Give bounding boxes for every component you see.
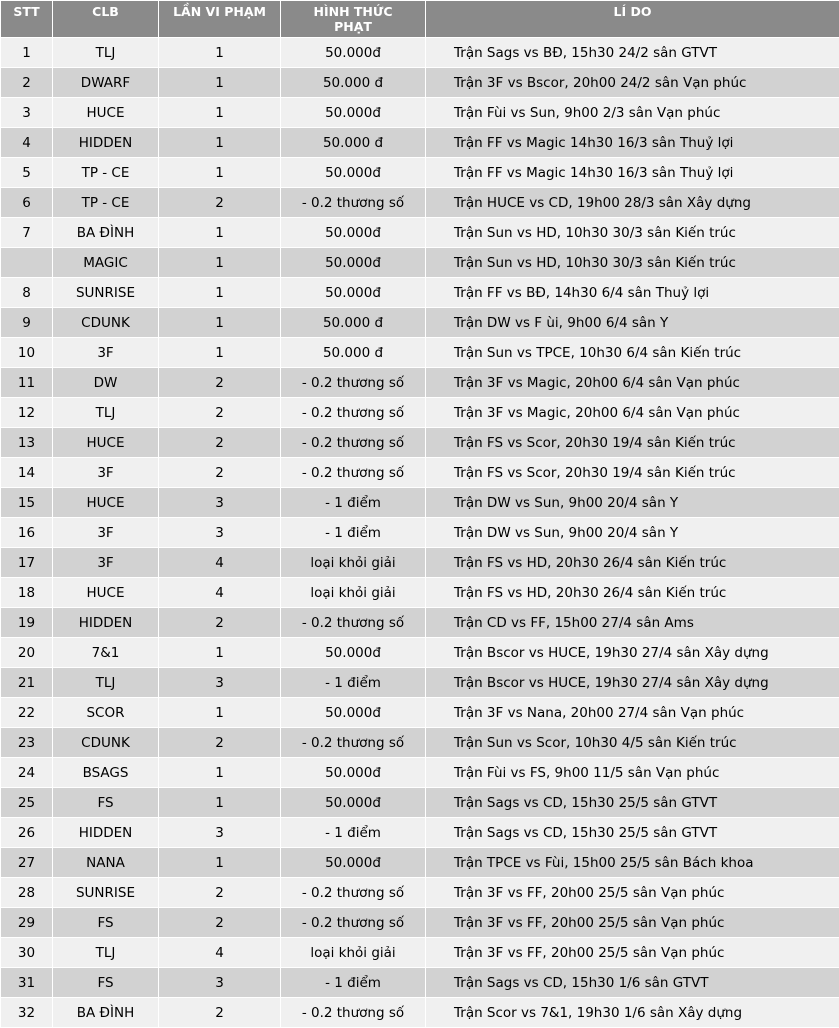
header-li-do-label: LÍ DO xyxy=(426,1,839,19)
cell-li-do: Trận 3F vs FF, 20h00 25/5 sân Vạn phúc xyxy=(426,938,839,968)
cell-li-do: Trận Sun vs TPCE, 10h30 6/4 sân Kiến trúc xyxy=(426,338,839,368)
cell-li-do: Trận 3F vs FF, 20h00 25/5 sân Vạn phúc xyxy=(426,908,839,938)
table-header xyxy=(1,1,839,38)
cell-stt: 27 xyxy=(1,848,53,878)
table-row xyxy=(1,38,839,68)
table-row xyxy=(1,488,839,518)
cell-stt xyxy=(1,248,53,278)
cell-clb: MAGIC xyxy=(53,248,159,278)
cell-lan-vi-pham: 1 xyxy=(159,638,281,668)
cell-stt: 16 xyxy=(1,518,53,548)
cell-stt: 30 xyxy=(1,938,53,968)
cell-stt: 7 xyxy=(1,218,53,248)
cell-stt: 25 xyxy=(1,788,53,818)
header-clb-label: CLB xyxy=(53,1,158,19)
cell-stt: 26 xyxy=(1,818,53,848)
cell-li-do: Trận FF vs BĐ, 14h30 6/4 sân Thuỷ lợi xyxy=(426,278,839,308)
cell-hinh-thuc-phat: - 0.2 thương số xyxy=(281,998,426,1028)
cell-hinh-thuc-phat: 50.000 đ xyxy=(281,308,426,338)
cell-lan-vi-pham: 2 xyxy=(159,608,281,638)
cell-li-do: Trận Fùi vs FS, 9h00 11/5 sân Vạn phúc xyxy=(426,758,839,788)
cell-clb: HIDDEN xyxy=(53,608,159,638)
cell-stt: 13 xyxy=(1,428,53,458)
cell-hinh-thuc-phat: - 1 điểm xyxy=(281,968,426,998)
cell-hinh-thuc-phat: 50.000đ xyxy=(281,638,426,668)
cell-lan-vi-pham: 3 xyxy=(159,488,281,518)
table-row xyxy=(1,908,839,938)
cell-clb: 7&1 xyxy=(53,638,159,668)
cell-clb: BA ĐÌNH xyxy=(53,218,159,248)
cell-hinh-thuc-phat: - 0.2 thương số xyxy=(281,608,426,638)
cell-stt: 14 xyxy=(1,458,53,488)
table-row xyxy=(1,608,839,638)
table-row xyxy=(1,518,839,548)
cell-stt: 19 xyxy=(1,608,53,638)
cell-hinh-thuc-phat: - 0.2 thương số xyxy=(281,188,426,218)
cell-hinh-thuc-phat: - 0.2 thương số xyxy=(281,728,426,758)
cell-stt: 31 xyxy=(1,968,53,998)
cell-lan-vi-pham: 1 xyxy=(159,698,281,728)
table-row xyxy=(1,128,839,158)
cell-stt: 4 xyxy=(1,128,53,158)
table-row xyxy=(1,98,839,128)
table-row xyxy=(1,428,839,458)
table-row xyxy=(1,398,839,428)
cell-clb: DW xyxy=(53,368,159,398)
cell-clb: SCOR xyxy=(53,698,159,728)
cell-li-do: Trận HUCE vs CD, 19h00 28/3 sân Xây dựng xyxy=(426,188,839,218)
cell-lan-vi-pham: 2 xyxy=(159,998,281,1028)
cell-lan-vi-pham: 4 xyxy=(159,578,281,608)
cell-li-do: Trận Sags vs CD, 15h30 25/5 sân GTVT xyxy=(426,788,839,818)
cell-li-do: Trận Bscor vs HUCE, 19h30 27/4 sân Xây dựng xyxy=(426,668,839,698)
cell-stt: 20 xyxy=(1,638,53,668)
cell-stt: 24 xyxy=(1,758,53,788)
cell-lan-vi-pham: 1 xyxy=(159,338,281,368)
cell-clb: 3F xyxy=(53,548,159,578)
table-body xyxy=(1,38,839,1028)
cell-li-do: Trận Scor vs 7&1, 19h30 1/6 sân Xây dựng xyxy=(426,998,839,1028)
cell-stt: 32 xyxy=(1,998,53,1028)
cell-li-do: Trận Sun vs HD, 10h30 30/3 sân Kiến trúc xyxy=(426,248,839,278)
cell-lan-vi-pham: 2 xyxy=(159,878,281,908)
header-row xyxy=(1,1,839,38)
cell-stt: 21 xyxy=(1,668,53,698)
cell-lan-vi-pham: 2 xyxy=(159,428,281,458)
cell-clb: TP - CE xyxy=(53,188,159,218)
cell-clb: TLJ xyxy=(53,668,159,698)
cell-li-do: Trận CD vs FF, 15h00 27/4 sân Ams xyxy=(426,608,839,638)
cell-lan-vi-pham: 1 xyxy=(159,38,281,68)
cell-stt: 3 xyxy=(1,98,53,128)
cell-clb: DWARF xyxy=(53,68,159,98)
cell-clb: HUCE xyxy=(53,98,159,128)
cell-stt: 10 xyxy=(1,338,53,368)
cell-stt: 17 xyxy=(1,548,53,578)
cell-clb: NANA xyxy=(53,848,159,878)
header-stt xyxy=(1,1,53,38)
header-stt-label: STT xyxy=(1,1,52,19)
table-row xyxy=(1,998,839,1028)
cell-li-do: Trận 3F vs Bscor, 20h00 24/2 sân Vạn phúc xyxy=(426,68,839,98)
cell-li-do: Trận DW vs Sun, 9h00 20/4 sân Y xyxy=(426,488,839,518)
table-row xyxy=(1,158,839,188)
cell-lan-vi-pham: 1 xyxy=(159,98,281,128)
cell-clb: 3F xyxy=(53,458,159,488)
cell-hinh-thuc-phat: 50.000đ xyxy=(281,278,426,308)
cell-li-do: Trận 3F vs Magic, 20h00 6/4 sân Vạn phúc xyxy=(426,398,839,428)
cell-hinh-thuc-phat: 50.000đ xyxy=(281,848,426,878)
cell-li-do: Trận 3F vs Magic, 20h00 6/4 sân Vạn phúc xyxy=(426,368,839,398)
cell-li-do: Trận FF vs Magic 14h30 16/3 sân Thuỷ lợi xyxy=(426,128,839,158)
cell-clb: TLJ xyxy=(53,938,159,968)
cell-lan-vi-pham: 2 xyxy=(159,398,281,428)
cell-lan-vi-pham: 3 xyxy=(159,668,281,698)
cell-clb: HUCE xyxy=(53,488,159,518)
cell-lan-vi-pham: 1 xyxy=(159,158,281,188)
cell-li-do: Trận Sags vs CD, 15h30 1/6 sân GTVT xyxy=(426,968,839,998)
table-row xyxy=(1,68,839,98)
table-row xyxy=(1,368,839,398)
cell-stt: 23 xyxy=(1,728,53,758)
cell-hinh-thuc-phat: 50.000đ xyxy=(281,248,426,278)
cell-stt: 11 xyxy=(1,368,53,398)
cell-li-do: Trận Sags vs CD, 15h30 25/5 sân GTVT xyxy=(426,818,839,848)
cell-stt: 6 xyxy=(1,188,53,218)
cell-hinh-thuc-phat: 50.000đ xyxy=(281,218,426,248)
cell-lan-vi-pham: 3 xyxy=(159,818,281,848)
cell-hinh-thuc-phat: 50.000 đ xyxy=(281,68,426,98)
table-row xyxy=(1,728,839,758)
cell-stt: 2 xyxy=(1,68,53,98)
cell-clb: TLJ xyxy=(53,398,159,428)
header-lan-vi-pham xyxy=(159,1,281,38)
cell-stt: 8 xyxy=(1,278,53,308)
header-hinh-thuc-phat-label: HÌNH THỨC PHẠT xyxy=(301,1,405,34)
cell-lan-vi-pham: 2 xyxy=(159,458,281,488)
cell-lan-vi-pham: 1 xyxy=(159,68,281,98)
cell-lan-vi-pham: 1 xyxy=(159,308,281,338)
cell-hinh-thuc-phat: - 0.2 thương số xyxy=(281,368,426,398)
table-row xyxy=(1,218,839,248)
cell-lan-vi-pham: 1 xyxy=(159,848,281,878)
cell-lan-vi-pham: 2 xyxy=(159,188,281,218)
header-clb xyxy=(53,1,159,38)
cell-li-do: Trận Sun vs Scor, 10h30 4/5 sân Kiến trúc xyxy=(426,728,839,758)
cell-hinh-thuc-phat: - 0.2 thương số xyxy=(281,428,426,458)
cell-hinh-thuc-phat: 50.000đ xyxy=(281,698,426,728)
cell-hinh-thuc-phat: 50.000đ xyxy=(281,158,426,188)
table-row xyxy=(1,578,839,608)
cell-hinh-thuc-phat: 50.000 đ xyxy=(281,128,426,158)
cell-li-do: Trận FS vs HD, 20h30 26/4 sân Kiến trúc xyxy=(426,578,839,608)
cell-stt: 22 xyxy=(1,698,53,728)
cell-hinh-thuc-phat: loại khỏi giải xyxy=(281,578,426,608)
cell-li-do: Trận Fùi vs Sun, 9h00 2/3 sân Vạn phúc xyxy=(426,98,839,128)
header-lan-vi-pham-label: LẦN VI PHẠM xyxy=(159,1,280,19)
cell-clb: HIDDEN xyxy=(53,128,159,158)
cell-li-do: Trận 3F vs Nana, 20h00 27/4 sân Vạn phúc xyxy=(426,698,839,728)
cell-clb: BA ĐÌNH xyxy=(53,998,159,1028)
cell-clb: TLJ xyxy=(53,38,159,68)
cell-stt: 5 xyxy=(1,158,53,188)
cell-stt: 9 xyxy=(1,308,53,338)
cell-hinh-thuc-phat: - 0.2 thương số xyxy=(281,908,426,938)
cell-lan-vi-pham: 1 xyxy=(159,128,281,158)
cell-hinh-thuc-phat: loại khỏi giải xyxy=(281,938,426,968)
table-row xyxy=(1,278,839,308)
cell-lan-vi-pham: 1 xyxy=(159,248,281,278)
table-row xyxy=(1,788,839,818)
table-row xyxy=(1,968,839,998)
cell-clb: FS xyxy=(53,908,159,938)
cell-hinh-thuc-phat: - 0.2 thương số xyxy=(281,398,426,428)
cell-stt: 12 xyxy=(1,398,53,428)
cell-clb: SUNRISE xyxy=(53,278,159,308)
cell-hinh-thuc-phat: 50.000đ xyxy=(281,98,426,128)
cell-li-do: Trận DW vs Sun, 9h00 20/4 sân Y xyxy=(426,518,839,548)
header-li-do xyxy=(426,1,839,38)
cell-hinh-thuc-phat: 50.000 đ xyxy=(281,338,426,368)
cell-lan-vi-pham: 1 xyxy=(159,758,281,788)
cell-clb: CDUNK xyxy=(53,308,159,338)
cell-clb: HUCE xyxy=(53,428,159,458)
cell-li-do: Trận Sags vs BĐ, 15h30 24/2 sân GTVT xyxy=(426,38,839,68)
cell-li-do: Trận FS vs HD, 20h30 26/4 sân Kiến trúc xyxy=(426,548,839,578)
cell-hinh-thuc-phat: 50.000đ xyxy=(281,38,426,68)
table-row xyxy=(1,668,839,698)
cell-stt: 29 xyxy=(1,908,53,938)
cell-hinh-thuc-phat: - 1 điểm xyxy=(281,488,426,518)
cell-clb: 3F xyxy=(53,338,159,368)
table-row xyxy=(1,308,839,338)
cell-lan-vi-pham: 4 xyxy=(159,548,281,578)
cell-clb: HUCE xyxy=(53,578,159,608)
cell-hinh-thuc-phat: - 1 điểm xyxy=(281,818,426,848)
cell-lan-vi-pham: 1 xyxy=(159,788,281,818)
cell-hinh-thuc-phat: - 0.2 thương số xyxy=(281,878,426,908)
table-row xyxy=(1,818,839,848)
cell-li-do: Trận FS vs Scor, 20h30 19/4 sân Kiến trúc xyxy=(426,458,839,488)
table-row xyxy=(1,758,839,788)
table-row xyxy=(1,878,839,908)
table-row xyxy=(1,338,839,368)
table-row xyxy=(1,458,839,488)
table-row xyxy=(1,638,839,668)
table-row xyxy=(1,188,839,218)
cell-clb: FS xyxy=(53,788,159,818)
cell-stt: 15 xyxy=(1,488,53,518)
cell-clb: CDUNK xyxy=(53,728,159,758)
cell-hinh-thuc-phat: 50.000đ xyxy=(281,788,426,818)
cell-li-do: Trận Sun vs HD, 10h30 30/3 sân Kiến trúc xyxy=(426,218,839,248)
cell-li-do: Trận FS vs Scor, 20h30 19/4 sân Kiến trúc xyxy=(426,428,839,458)
cell-stt: 18 xyxy=(1,578,53,608)
cell-hinh-thuc-phat: - 1 điểm xyxy=(281,518,426,548)
cell-clb: FS xyxy=(53,968,159,998)
cell-lan-vi-pham: 3 xyxy=(159,518,281,548)
cell-lan-vi-pham: 2 xyxy=(159,908,281,938)
table-row xyxy=(1,698,839,728)
table-row xyxy=(1,248,839,278)
cell-lan-vi-pham: 1 xyxy=(159,218,281,248)
cell-stt: 28 xyxy=(1,878,53,908)
cell-li-do: Trận DW vs F ùi, 9h00 6/4 sân Y xyxy=(426,308,839,338)
cell-hinh-thuc-phat: - 1 điểm xyxy=(281,668,426,698)
cell-hinh-thuc-phat: 50.000đ xyxy=(281,758,426,788)
cell-clb: SUNRISE xyxy=(53,878,159,908)
cell-clb: 3F xyxy=(53,518,159,548)
cell-clb: BSAGS xyxy=(53,758,159,788)
cell-hinh-thuc-phat: loại khỏi giải xyxy=(281,548,426,578)
cell-lan-vi-pham: 3 xyxy=(159,968,281,998)
cell-lan-vi-pham: 2 xyxy=(159,368,281,398)
cell-lan-vi-pham: 2 xyxy=(159,728,281,758)
header-hinh-thuc-phat xyxy=(281,1,426,38)
cell-clb: TP - CE xyxy=(53,158,159,188)
cell-li-do: Trận TPCE vs Fùi, 15h00 25/5 sân Bách khoa xyxy=(426,848,839,878)
cell-lan-vi-pham: 1 xyxy=(159,278,281,308)
table-row xyxy=(1,848,839,878)
table-row xyxy=(1,548,839,578)
cell-clb: HIDDEN xyxy=(53,818,159,848)
cell-li-do: Trận Bscor vs HUCE, 19h30 27/4 sân Xây dựng xyxy=(426,638,839,668)
cell-li-do: Trận FF vs Magic 14h30 16/3 sân Thuỷ lợi xyxy=(426,158,839,188)
cell-hinh-thuc-phat: - 0.2 thương số xyxy=(281,458,426,488)
cell-stt: 1 xyxy=(1,38,53,68)
cell-lan-vi-pham: 4 xyxy=(159,938,281,968)
cell-li-do: Trận 3F vs FF, 20h00 25/5 sân Vạn phúc xyxy=(426,878,839,908)
table-row xyxy=(1,938,839,968)
